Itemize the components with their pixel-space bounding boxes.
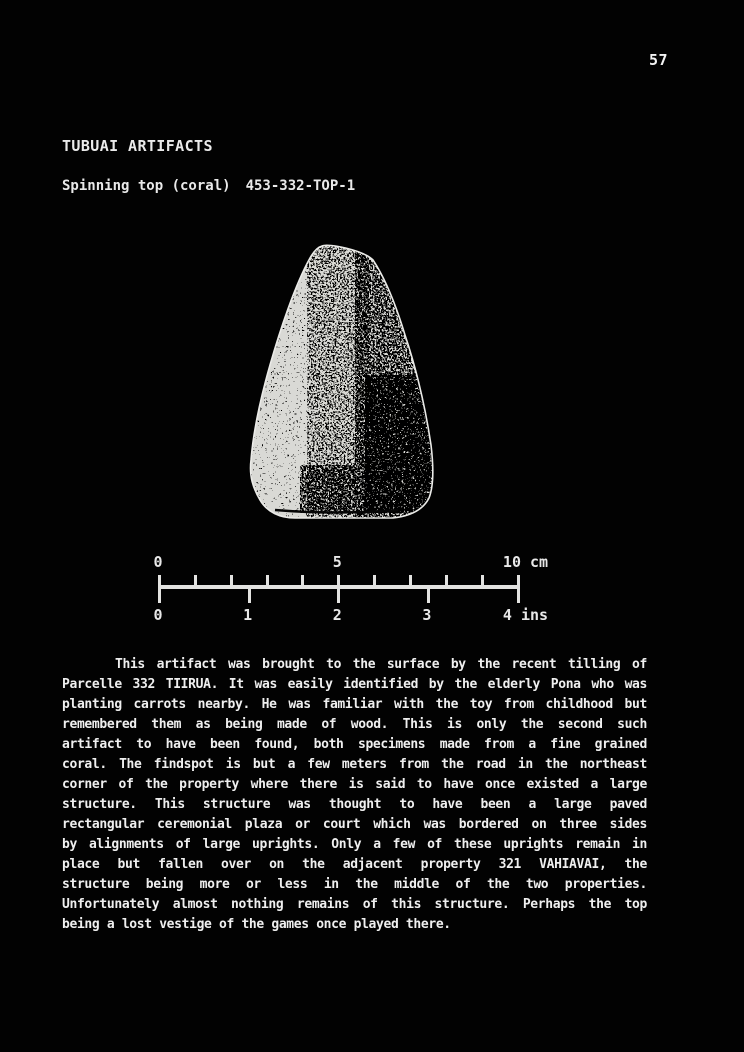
cm-tick xyxy=(445,575,448,586)
paragraph-line: structure. This structure was thought to have been a large paved xyxy=(62,797,647,812)
cm-scale-label: 10 cm xyxy=(502,553,549,571)
artifact-caption xyxy=(62,178,355,194)
inch-scale-label: 4 ins xyxy=(502,606,549,624)
scale-ruler xyxy=(150,550,560,628)
page-title: TUBUAI ARTIFACTS xyxy=(62,137,213,155)
inch-tick xyxy=(337,588,340,603)
inch-scale-label: 3 xyxy=(422,606,432,624)
paragraph-line: structure being more or less in the middle of the two properties. xyxy=(62,877,647,892)
paragraph-line: artifact to have been found, both specimens made from a fine grained xyxy=(62,737,647,752)
inch-scale-label: 0 xyxy=(153,606,163,624)
page-number: 57 xyxy=(649,51,669,69)
catalog-number: 453-332-TOP-1 xyxy=(245,178,356,194)
paragraph-line: Unfortunately almost nothing remains of this structure. Perhaps the top xyxy=(62,897,647,912)
inch-scale-label: 1 xyxy=(243,606,253,624)
paragraph-line: planting carrots nearby. He was familiar with the toy from childhood but xyxy=(62,697,647,712)
end-tick xyxy=(517,575,520,603)
paragraph-line: Parcelle 332 TIIRUA. It was easily identified by the elderly Pona who was xyxy=(62,677,647,692)
cm-scale-label: 5 xyxy=(332,553,342,571)
cm-tick xyxy=(266,575,269,586)
end-tick xyxy=(158,575,161,603)
paragraph-line: corner of the property where there is said to have once existed a large xyxy=(62,777,647,792)
paragraph-line: rectangular ceremonial plaza or court which was bordered on three sides xyxy=(62,817,647,832)
artifact-image xyxy=(215,230,465,530)
paragraph-line: place but fallen over on the adjacent property 321 VAHIAVAI, the xyxy=(62,857,647,872)
paragraph-line: coral. The findspot is but a few meters from the road in the northeast xyxy=(62,757,647,772)
cm-tick xyxy=(301,575,304,586)
body-text xyxy=(62,655,647,935)
cm-scale-label: 0 xyxy=(153,553,163,571)
paragraph-line: remembered them as being made of wood. This is only the second such xyxy=(62,717,647,732)
cm-tick xyxy=(409,575,412,586)
paragraph-line: by alignments of large uprights. Only a few of these uprights remain in xyxy=(62,837,647,852)
artifact-name: Spinning top (coral) xyxy=(62,178,231,194)
cm-tick xyxy=(230,575,233,586)
cm-tick xyxy=(194,575,197,586)
inch-scale-label: 2 xyxy=(332,606,342,624)
paragraph-line: being a lost vestige of the games once played there. xyxy=(62,917,451,932)
cm-tick xyxy=(337,575,340,586)
cm-tick xyxy=(481,575,484,586)
inch-tick xyxy=(427,588,430,603)
paragraph-line: This artifact was brought to the surface by the recent tilling of xyxy=(115,657,647,672)
inch-tick xyxy=(248,588,251,603)
cm-tick xyxy=(373,575,376,586)
